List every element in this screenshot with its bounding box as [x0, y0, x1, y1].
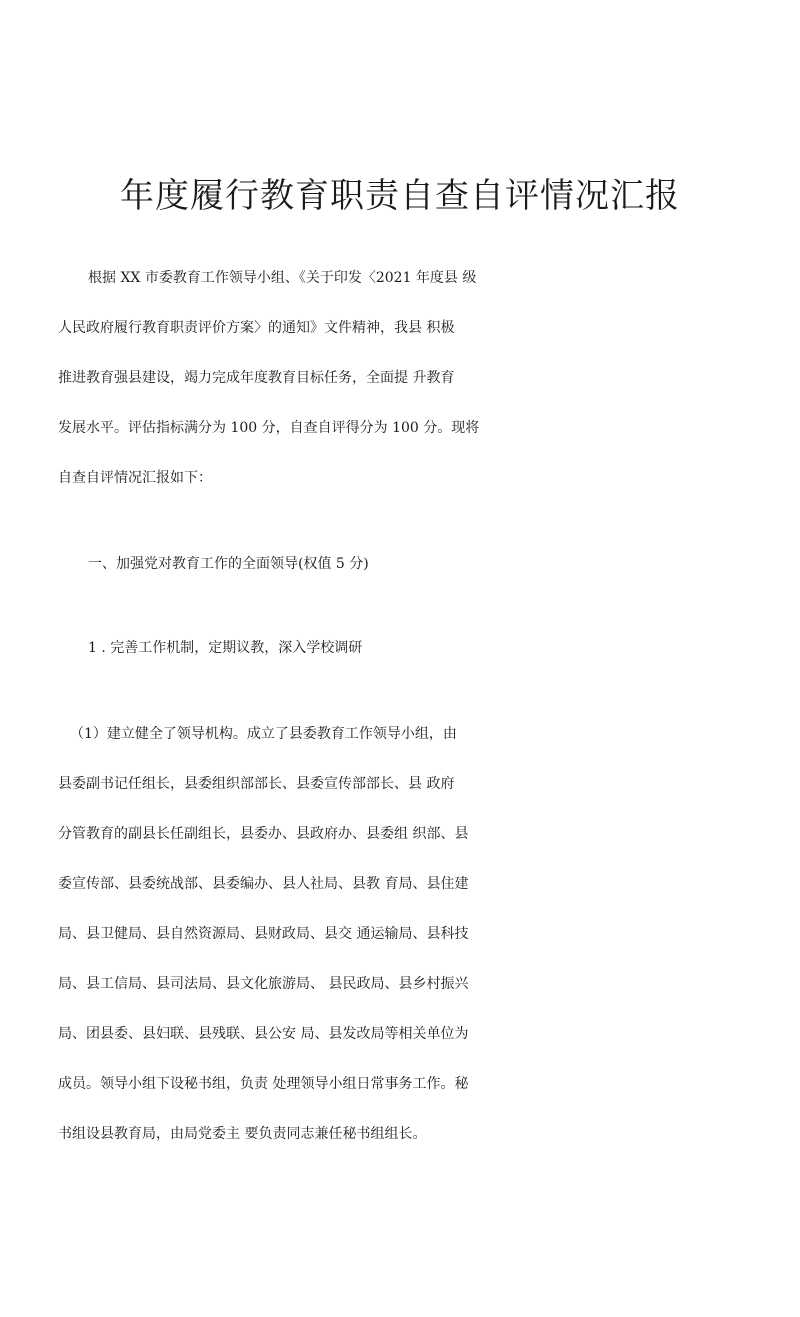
intro-line-4: 发展水平。评估指标满分为 100 分，自查自评得分为 100 分。现将	[58, 420, 480, 436]
item-line-8: 成员。领导小组下设秘书组，负责 处理领导小组日常事务工作。秘	[58, 1076, 469, 1092]
item-line-3: 分管教育的副县长任副组长，县委办、县政府办、县委组 织部、县	[58, 826, 469, 842]
intro-line-1: 根据 XX 市委教育工作领导小组、《关于印发〈2021 年度县 级	[88, 270, 477, 286]
item-line-2: 县委副书记任组长，县委组织部部长、县委宣传部部长、县 政府	[58, 776, 455, 792]
document-title: 年度履行教育职责自查自评情况汇报	[120, 176, 680, 216]
intro-line-3: 推进教育强县建设，竭力完成年度教育目标任务，全面提 升教育	[58, 370, 455, 386]
item-line-6: 局、县工信局、县司法局、县文化旅游局、 县民政局、县乡村振兴	[58, 976, 469, 992]
item-line-1: （1）建立健全了领导机构。成立了县委教育工作领导小组，由	[70, 726, 457, 742]
section-heading: 一、加强党对教育工作的全面领导(权值 5 分)	[88, 556, 369, 572]
subsection-heading: 1 . 完善工作机制，定期议教，深入学校调研	[88, 640, 363, 656]
intro-line-5: 自查自评情况汇报如下：	[58, 470, 212, 486]
item-line-9: 书组设县教育局，由局党委主 要负责同志兼任秘书组组长。	[58, 1126, 427, 1142]
item-line-7: 局、团县委、县妇联、县残联、县公安 局、县发改局等相关单位为	[58, 1026, 469, 1042]
item-line-5: 局、县卫健局、县自然资源局、县财政局、县交 通运输局、县科技	[58, 926, 469, 942]
item-line-4: 委宣传部、县委统战部、县委编办、县人社局、县教 育局、县住建	[58, 876, 469, 892]
intro-line-2: 人民政府履行教育职责评价方案〉的通知》文件精神，我县 积极	[58, 320, 455, 336]
